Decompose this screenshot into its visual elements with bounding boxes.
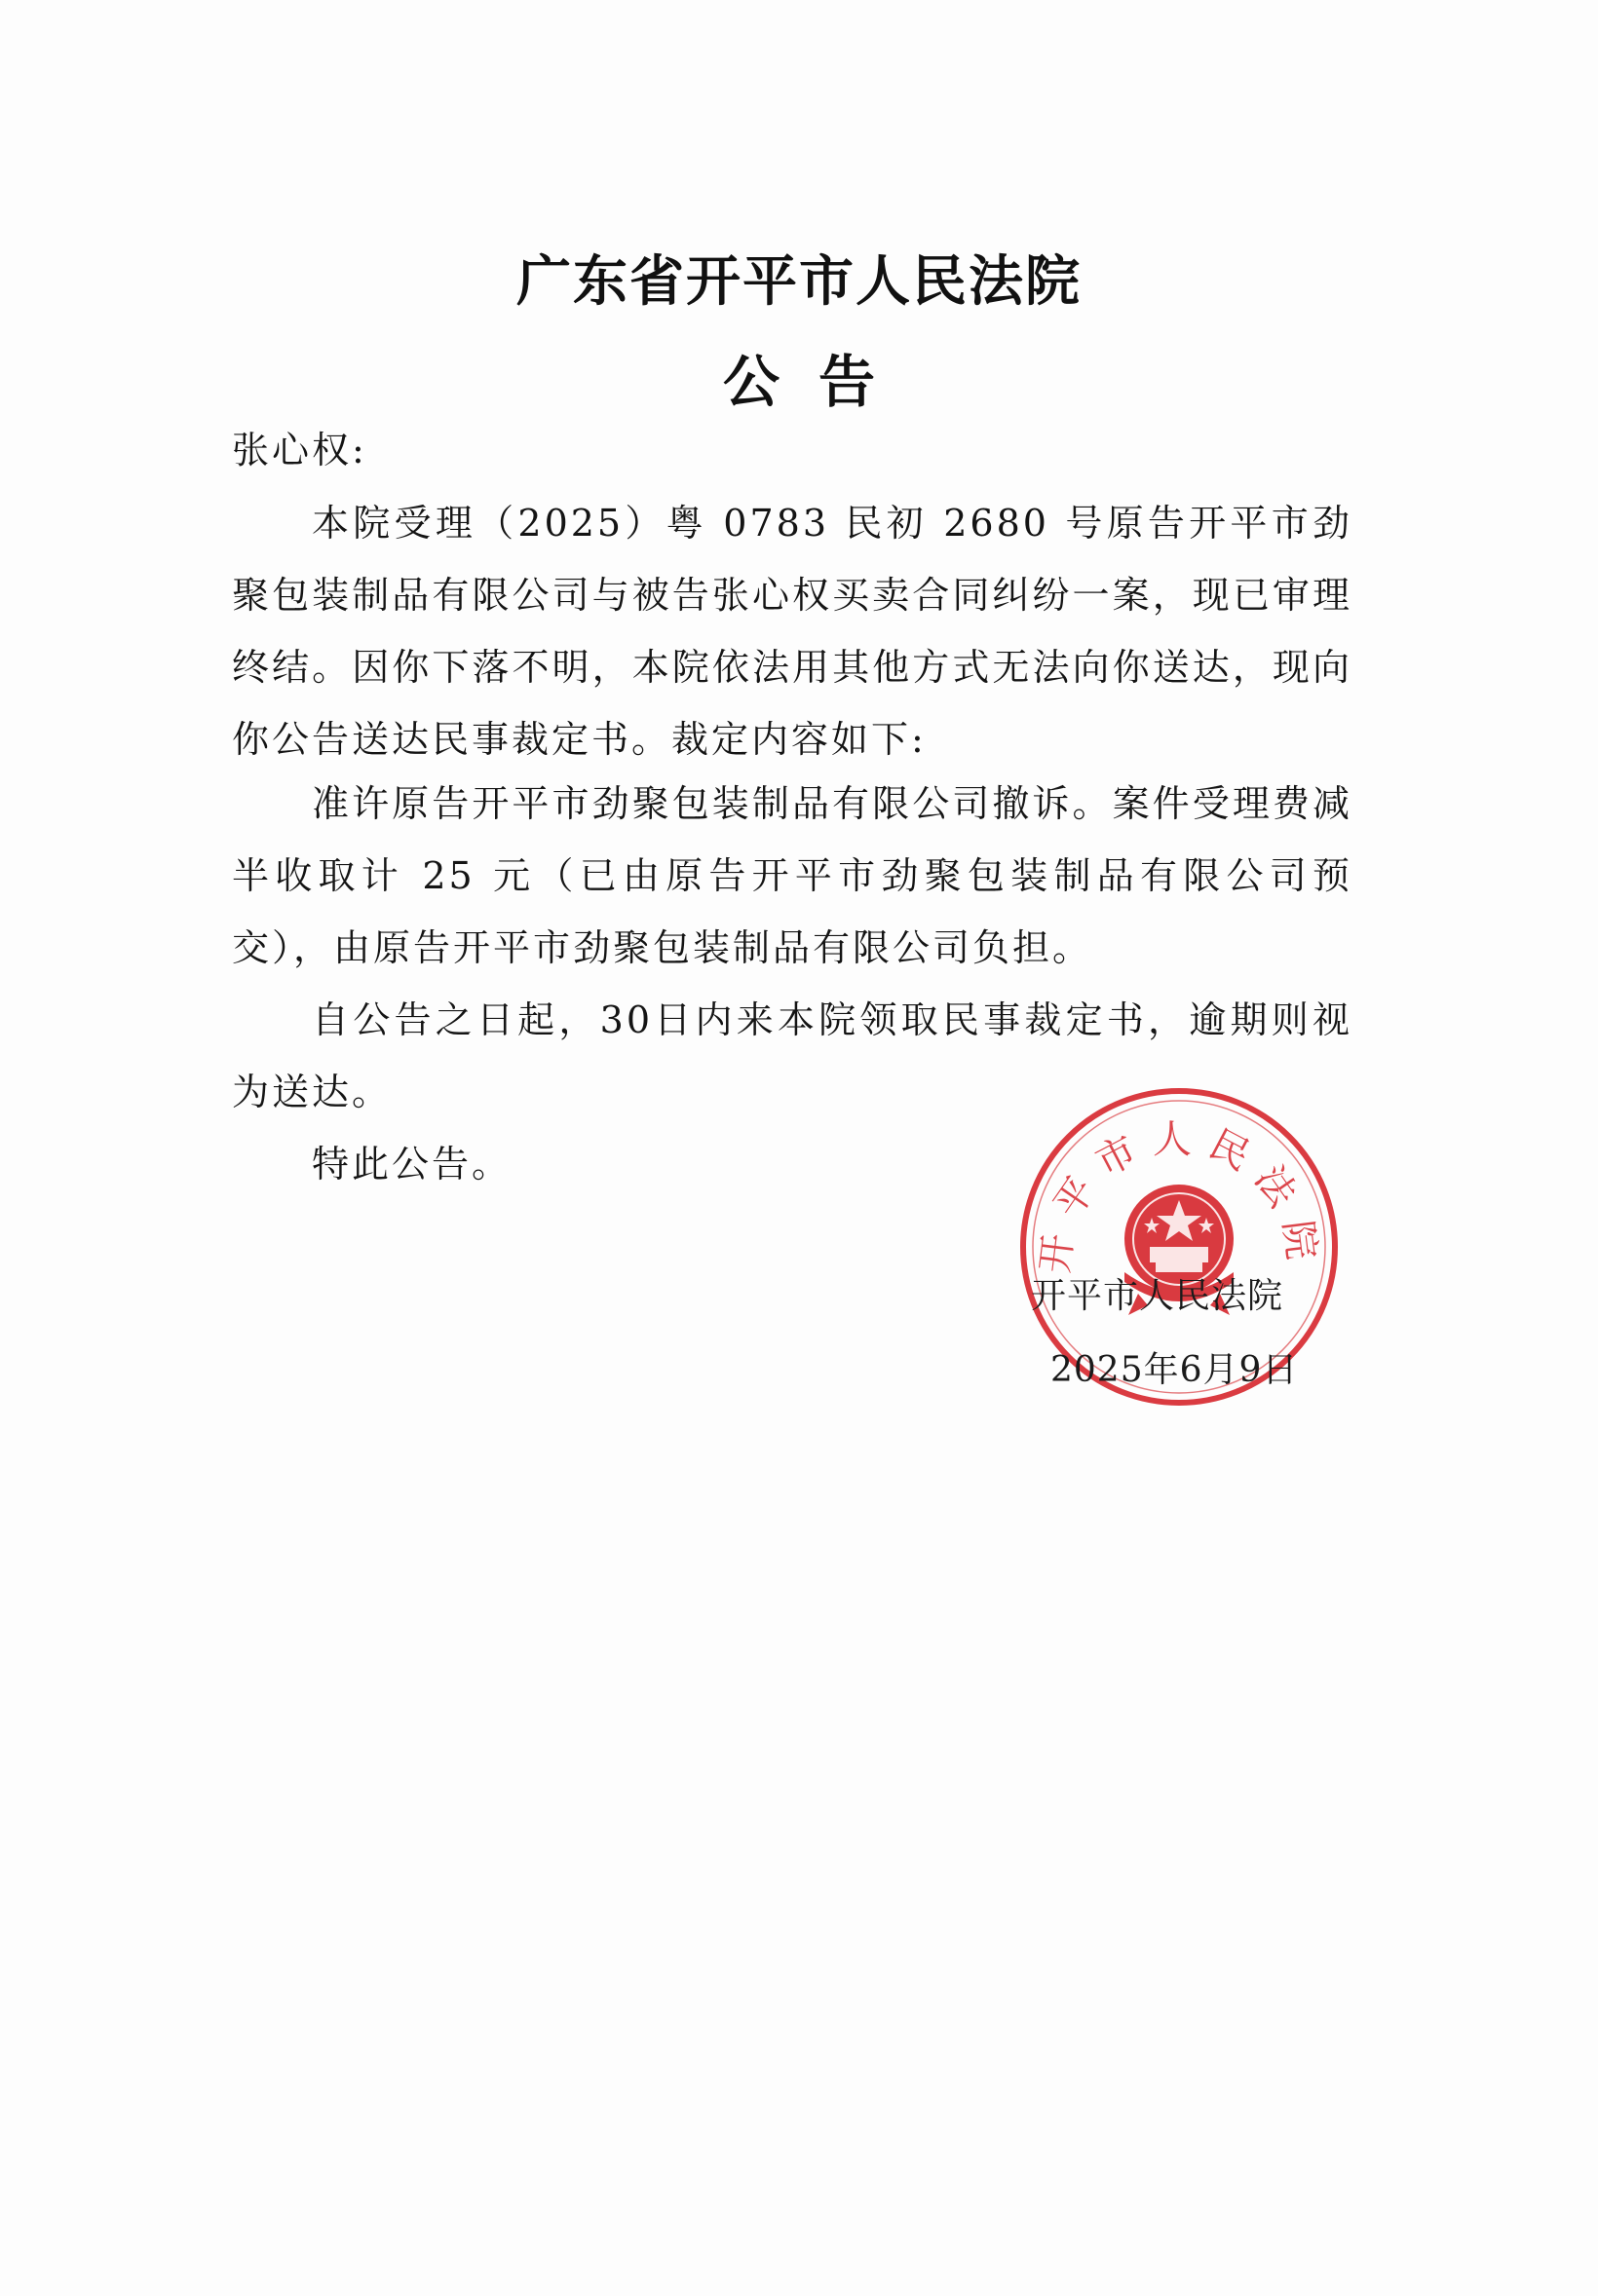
paragraph-case-info: 本院受理（2025）粤 0783 民初 2680 号原告开平市劲聚包装制品有限公司与被告张心权买卖合同纠纷一案，现已审理终结。因你下落不明，本院依法用其他方式无法向你送达，现向你公告送达民事裁定书。裁定内容如下: bbox=[232, 502, 1352, 761]
court-title: 广东省开平市人民法院 bbox=[516, 250, 1082, 314]
addressee: 张心权: bbox=[232, 429, 367, 471]
notice-title: 公告 bbox=[722, 349, 914, 415]
signature-court: 开平市人民法院 bbox=[1031, 1276, 1284, 1316]
signature-date: 2025年6月9日 bbox=[1050, 1350, 1299, 1390]
paragraph-closing: 特此公告。 bbox=[312, 1143, 513, 1186]
seal-text-path: 开平市人民法院 bbox=[1032, 1117, 1326, 1276]
paragraph-ruling: 准许原告开平市劲聚包装制品有限公司撤诉。案件受理费减半收取计 25 元（已由原告开平市劲聚包装制品有限公司预交），由原告开平市劲聚包装制品有限公司负担。 bbox=[232, 782, 1352, 969]
paragraph-collection-notice: 自公告之日起，30日内来本院领取民事裁定书，逾期则视为送达。 bbox=[232, 998, 1352, 1113]
